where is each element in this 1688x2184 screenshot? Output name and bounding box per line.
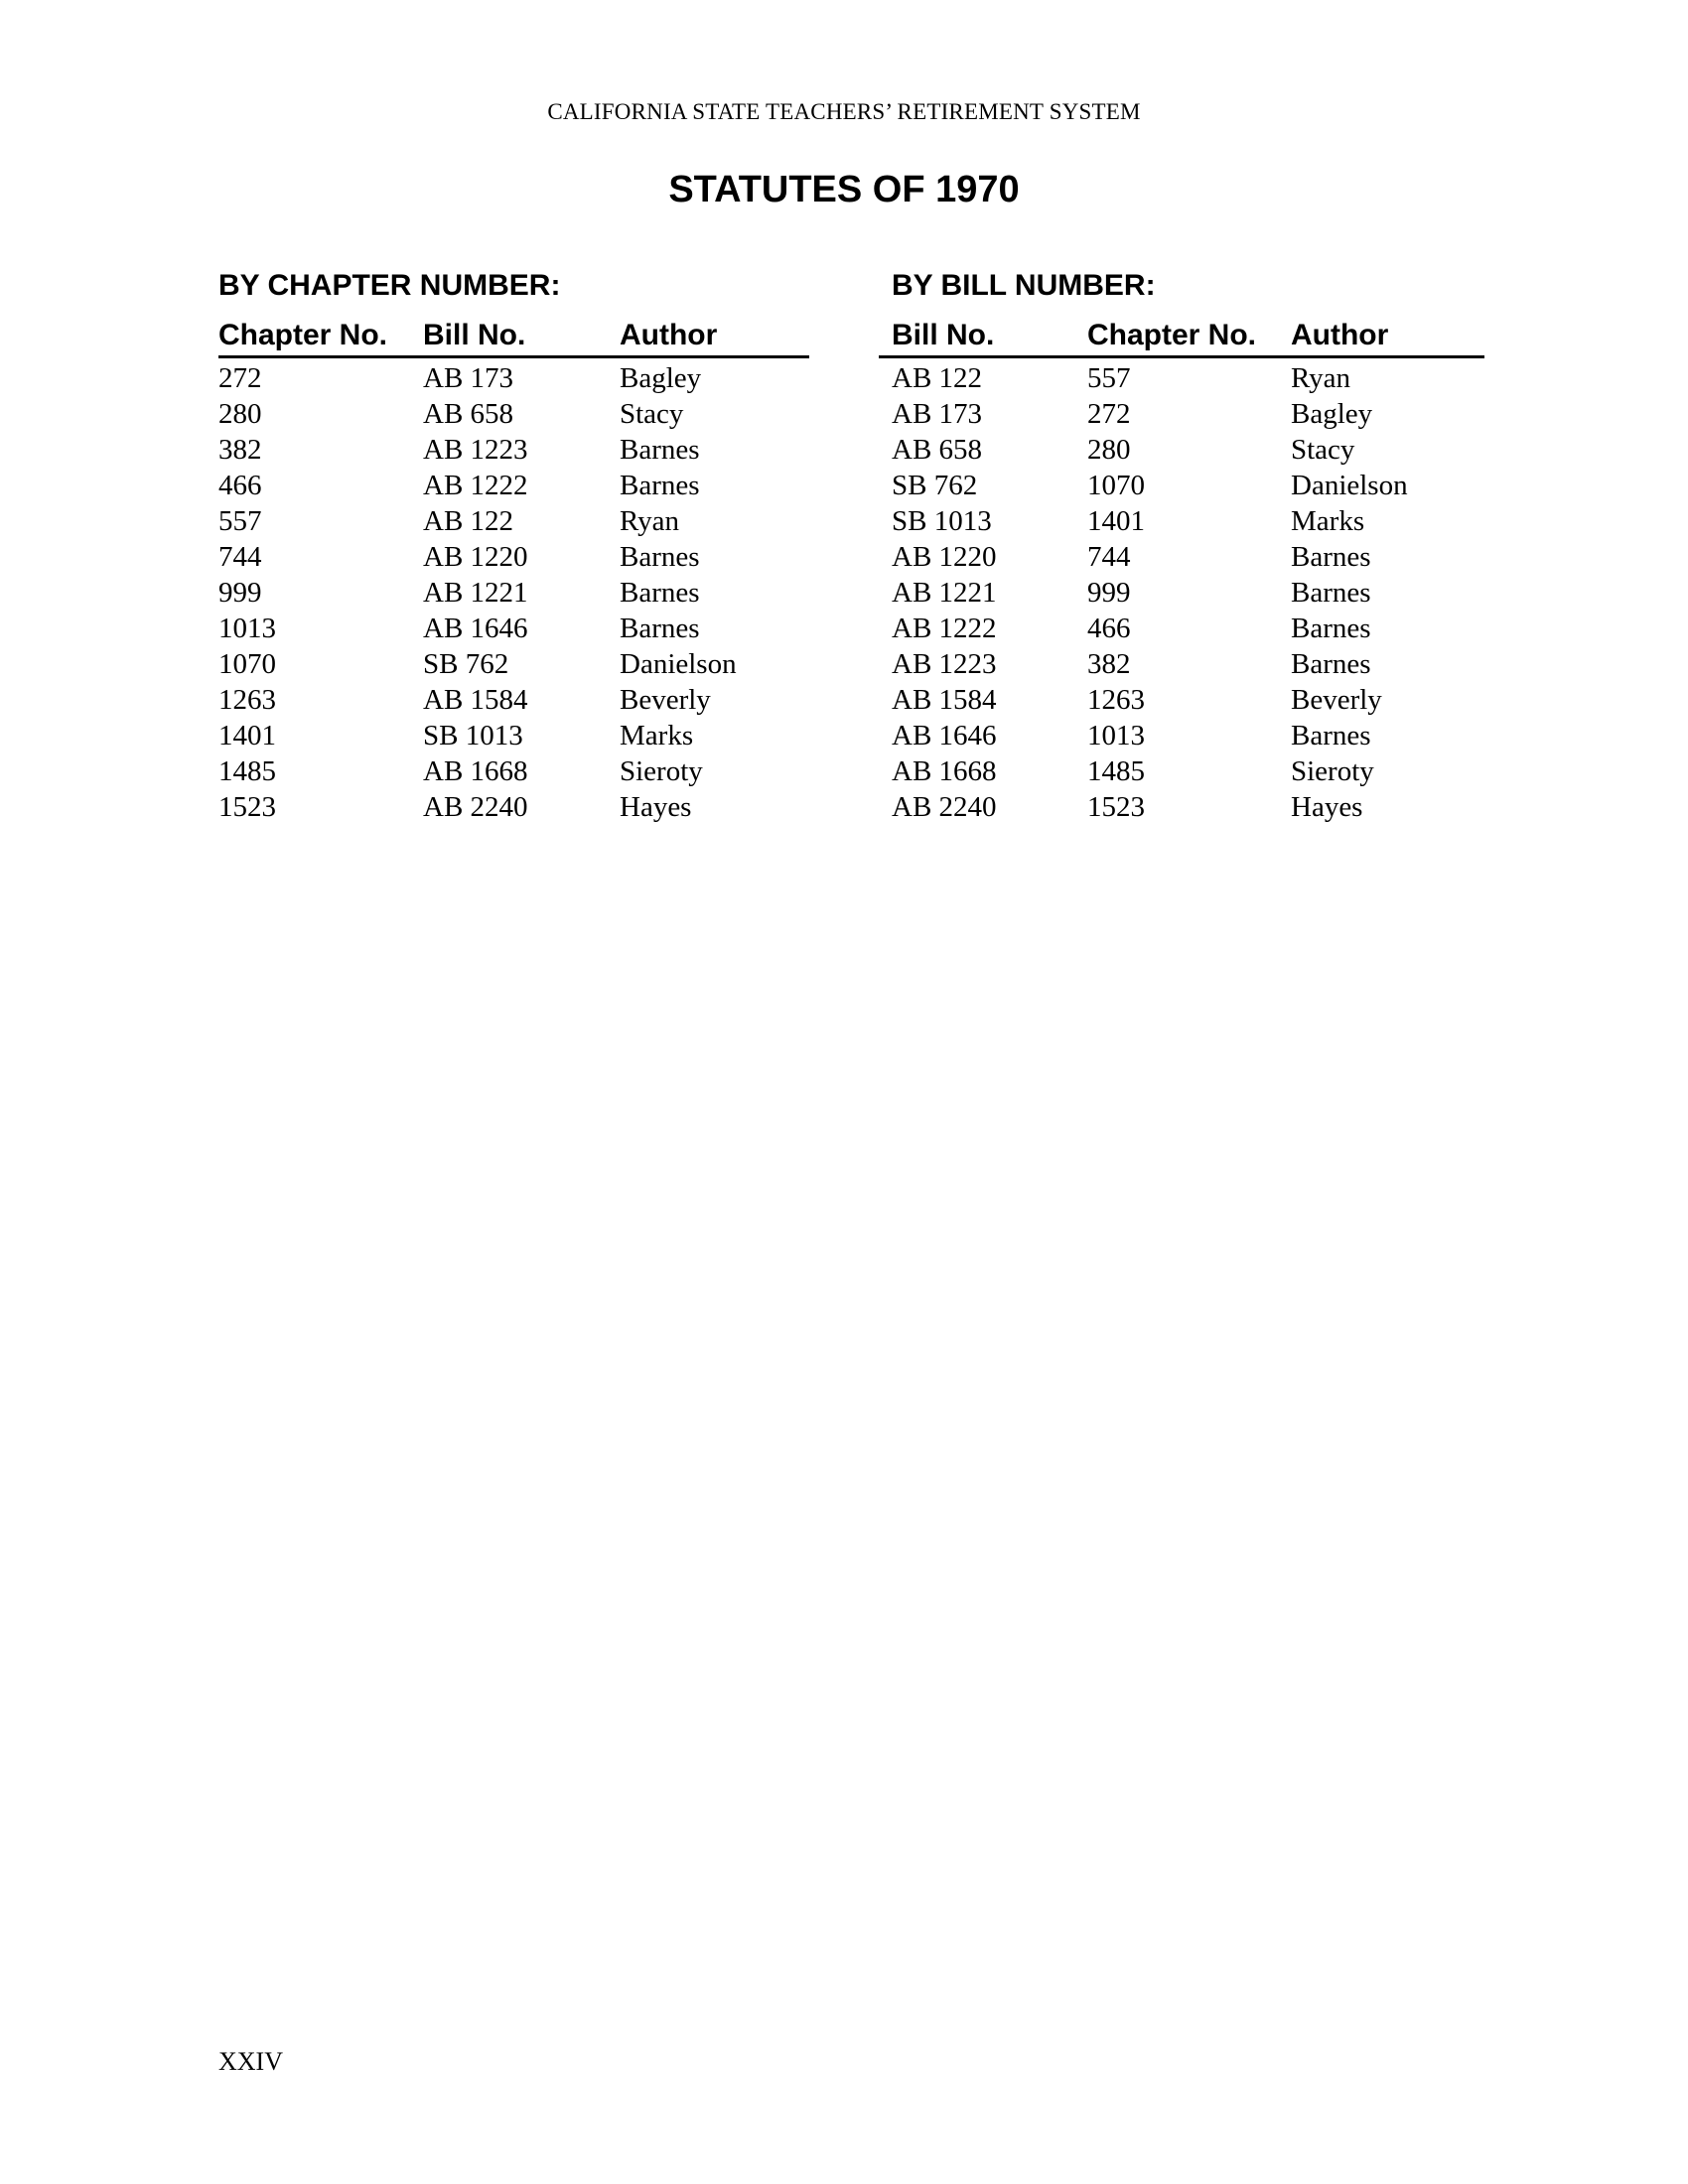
author-cell: Barnes [1291, 613, 1371, 644]
chapter-no-cell: 1263 [1087, 684, 1145, 716]
by-bill-section [879, 266, 1484, 825]
bill-no-cell: AB 1222 [423, 470, 528, 501]
column-header-author: Author [620, 318, 809, 357]
column-header-chapter-no: Chapter No. [218, 318, 423, 357]
author-cell: Sieroty [1291, 755, 1374, 787]
bill-no-cell: SB 762 [892, 470, 978, 501]
author-cell: Barnes [1291, 577, 1371, 609]
author-cell: Danielson [1291, 470, 1408, 501]
table-row [218, 646, 809, 682]
author-cell: Danielson [620, 648, 737, 680]
bill-no-cell: AB 1584 [423, 684, 528, 716]
bill-no-cell: SB 762 [423, 648, 509, 680]
table-row [879, 789, 1484, 825]
bill-no-cell: AB 1668 [423, 755, 528, 787]
author-cell: Barnes [620, 470, 700, 501]
author-cell: Hayes [1291, 791, 1363, 823]
chapter-no-cell: 1485 [218, 755, 276, 787]
bill-no-cell: AB 173 [423, 362, 514, 394]
author-cell: Barnes [620, 434, 700, 466]
bill-no-cell: AB 122 [423, 505, 514, 537]
author-cell: Stacy [620, 398, 684, 430]
chapter-no-cell: 280 [218, 398, 262, 430]
table-header-row [218, 318, 809, 357]
chapter-no-cell: 466 [1087, 613, 1131, 644]
chapter-no-cell: 382 [218, 434, 262, 466]
author-cell: Stacy [1291, 434, 1355, 466]
table-row [879, 396, 1484, 432]
bill-no-cell: SB 1013 [892, 505, 992, 537]
author-cell: Ryan [620, 505, 680, 537]
chapter-no-cell: 744 [1087, 541, 1131, 573]
bill-no-cell: AB 1223 [423, 434, 528, 466]
bill-no-cell: AB 2240 [423, 791, 528, 823]
bill-no-cell: AB 658 [892, 434, 983, 466]
by-chapter-heading: BY CHAPTER NUMBER: [218, 269, 561, 302]
bill-no-cell: AB 2240 [892, 791, 997, 823]
table-row [218, 682, 809, 718]
table-row [218, 789, 809, 825]
table-row [218, 503, 809, 539]
chapter-no-cell: 557 [1087, 362, 1131, 394]
author-cell: Barnes [1291, 720, 1371, 751]
table-row [879, 575, 1484, 611]
chapter-no-cell: 999 [218, 577, 262, 609]
table-row [218, 357, 809, 397]
author-cell: Bagley [620, 362, 702, 394]
chapter-no-cell: 744 [218, 541, 262, 573]
bill-no-cell: AB 1646 [423, 613, 528, 644]
author-cell: Barnes [1291, 541, 1371, 573]
by-bill-table-body [879, 357, 1484, 826]
author-cell: Beverly [1291, 684, 1382, 716]
by-chapter-table-body [218, 357, 809, 826]
bill-no-cell: SB 1013 [423, 720, 523, 751]
chapter-no-cell: 382 [1087, 648, 1131, 680]
author-cell: Barnes [620, 577, 700, 609]
table-header-row [879, 318, 1484, 357]
table-row [879, 753, 1484, 789]
bill-no-cell: AB 1584 [892, 684, 997, 716]
table-row [879, 646, 1484, 682]
bill-no-cell: AB 1646 [892, 720, 997, 751]
chapter-no-cell: 1523 [218, 791, 276, 823]
bill-no-cell: AB 1220 [423, 541, 528, 573]
bill-no-cell: AB 1221 [423, 577, 528, 609]
bill-no-cell: AB 1221 [892, 577, 997, 609]
chapter-no-cell: 999 [1087, 577, 1131, 609]
chapter-no-cell: 1401 [218, 720, 276, 751]
chapter-no-cell: 557 [218, 505, 262, 537]
chapter-no-cell: 1485 [1087, 755, 1145, 787]
by-bill-table [879, 318, 1484, 825]
chapter-no-cell: 1401 [1087, 505, 1145, 537]
table-row [218, 575, 809, 611]
chapter-no-cell: 1070 [1087, 470, 1145, 501]
column-header-bill-no: Bill No. [423, 318, 620, 357]
table-row [218, 753, 809, 789]
by-bill-heading: BY BILL NUMBER: [892, 269, 1156, 302]
bill-no-cell: AB 1223 [892, 648, 997, 680]
author-cell: Barnes [1291, 648, 1371, 680]
by-chapter-section [218, 266, 809, 825]
page-title: STATUTES OF 1970 [668, 169, 1020, 210]
bill-no-cell: AB 1222 [892, 613, 997, 644]
chapter-no-cell: 280 [1087, 434, 1131, 466]
table-row [218, 539, 809, 575]
table-row [879, 611, 1484, 646]
chapter-no-cell: 272 [1087, 398, 1131, 430]
table-row [879, 357, 1484, 397]
table-row [218, 718, 809, 753]
column-header-bill-no: Bill No. [879, 318, 1087, 357]
running-header: CALIFORNIA STATE TEACHERS’ RETIREMENT SYSTEM [547, 99, 1141, 124]
table-row [879, 503, 1484, 539]
table-row [879, 468, 1484, 503]
table-row [218, 468, 809, 503]
chapter-no-cell: 1523 [1087, 791, 1145, 823]
chapter-no-cell: 1263 [218, 684, 276, 716]
page-number: XXIV [218, 2047, 283, 2076]
author-cell: Marks [1291, 505, 1365, 537]
author-cell: Beverly [620, 684, 711, 716]
author-cell: Bagley [1291, 398, 1373, 430]
author-cell: Marks [620, 720, 694, 751]
author-cell: Sieroty [620, 755, 703, 787]
table-row [218, 611, 809, 646]
column-header-chapter-no: Chapter No. [1087, 318, 1291, 357]
table-row [879, 682, 1484, 718]
table-row [879, 718, 1484, 753]
chapter-no-cell: 1070 [218, 648, 276, 680]
bill-no-cell: AB 1668 [892, 755, 997, 787]
column-header-author: Author [1291, 318, 1484, 357]
bill-no-cell: AB 122 [892, 362, 983, 394]
author-cell: Ryan [1291, 362, 1351, 394]
chapter-no-cell: 1013 [218, 613, 276, 644]
bill-no-cell: AB 1220 [892, 541, 997, 573]
chapter-no-cell: 272 [218, 362, 262, 394]
table-row [218, 432, 809, 468]
author-cell: Barnes [620, 613, 700, 644]
chapter-no-cell: 1013 [1087, 720, 1145, 751]
table-row [218, 396, 809, 432]
chapter-no-cell: 466 [218, 470, 262, 501]
table-row [879, 539, 1484, 575]
by-chapter-table [218, 318, 809, 825]
table-row [879, 432, 1484, 468]
bill-no-cell: AB 173 [892, 398, 983, 430]
bill-no-cell: AB 658 [423, 398, 514, 430]
author-cell: Barnes [620, 541, 700, 573]
author-cell: Hayes [620, 791, 692, 823]
